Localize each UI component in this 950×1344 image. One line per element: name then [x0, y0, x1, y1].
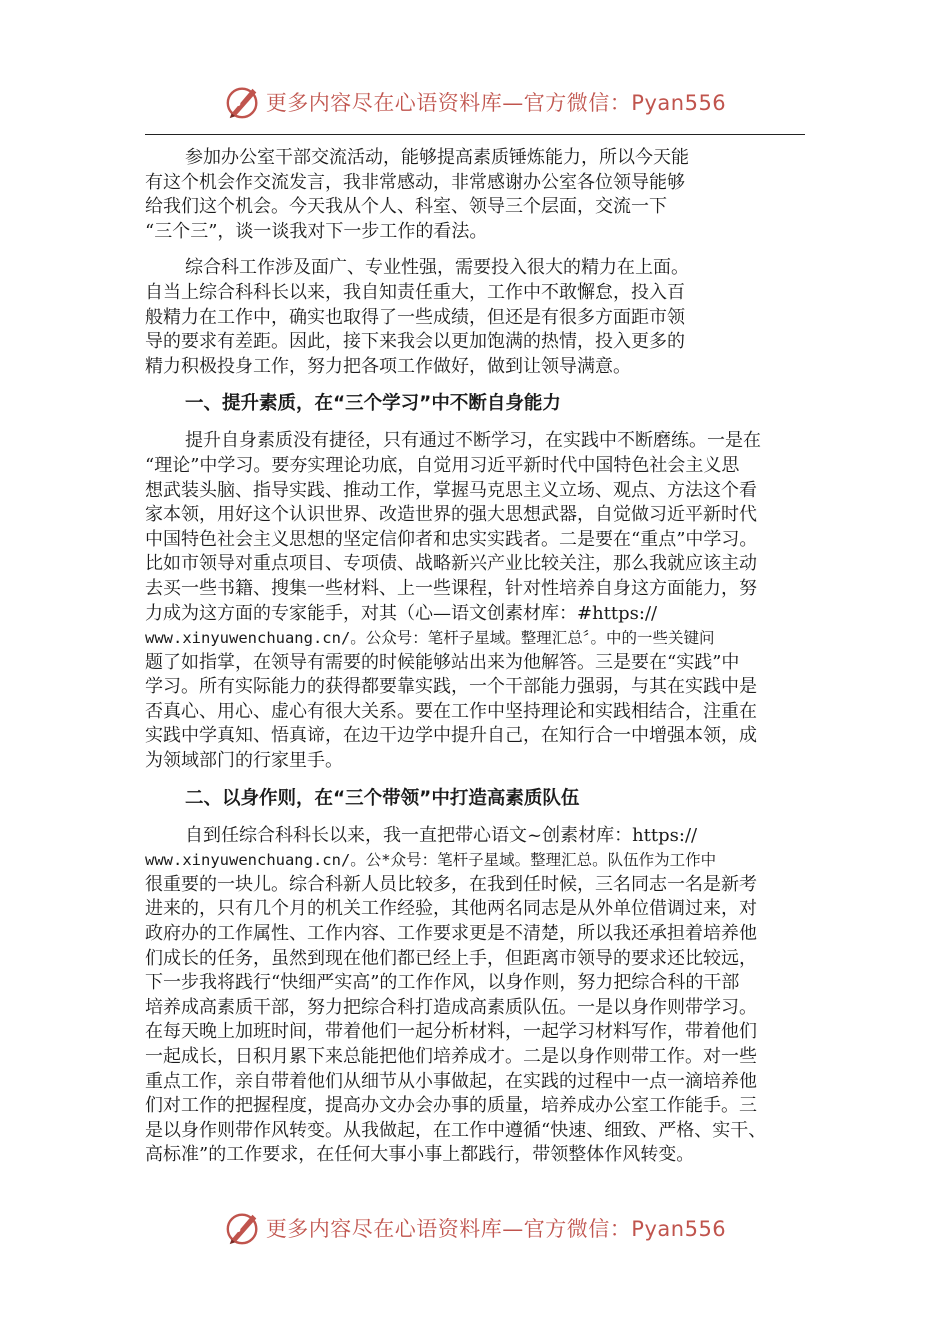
text-line: 否真心、用心、虚心有很大关系。要在工作中坚持理论和实践相结合，注重在 [145, 700, 757, 722]
document-body [145, 146, 805, 1168]
text-line: 是以身作则带作风转变。从我做起，在工作中遵循“快速、细致、严格、实干、 [145, 1119, 767, 1141]
text-line: 实践中学真知、悟真谛，在边干边学中提升自己，在知行合一中增强本领，成 [145, 725, 757, 747]
text-line: 下一步我将践行“快细严实高”的工作作风，以身作则，努力把综合科的干部 [145, 972, 740, 994]
text-line: www.xinyuwenchuang.cn/。公*众号：笔杆子星域。整理汇总。队伍作为工作中 [145, 851, 717, 870]
text-line: 培养成高素质干部，努力把综合科打造成高素质队伍。一是以身作则带学习。 [145, 996, 757, 1018]
text-line: 家本领，用好这个认识世界、改造世界的强大思想武器，自觉做习近平新时代 [145, 504, 757, 526]
text-line: 自到任综合科科长以来，我一直把带心语文~创素材库：https:// [185, 824, 698, 846]
text-line: 重点工作，亲自带着他们从细节从小事做起，在实践的过程中一点一滴培养他 [145, 1070, 757, 1092]
text-line: “三个三”，谈一谈我对下一步工作的看法。 [145, 220, 488, 242]
text-line: 中国特色社会主义思想的坚定信仰者和忠实实践者。二是要在“重点”中学习。 [145, 528, 758, 550]
text-line: 们成长的任务，虽然到现在他们都已经上手，但距离市领导的要求还比较远， [145, 947, 757, 969]
intro-paragraph-1 [145, 146, 805, 244]
text-line: 为领域部门的行家里手。 [145, 750, 343, 772]
section-1-paragraph [145, 429, 805, 773]
text-line: 比如市领导对重点项目、专项债、战略新兴产业比较关注，那么我就应该主动 [145, 553, 757, 575]
text-line: 般精力在工作中，确实也取得了一些成绩，但还是有很多方面距市领 [145, 306, 685, 328]
text-line: 精力积极投身工作，努力把各项工作做好，做到让领导满意。 [145, 355, 631, 377]
text-line: 想武装头脑、指导实践、推动工作，掌握马克思主义立场、观点、方法这个看 [145, 479, 757, 501]
text-line: 在每天晚上加班时间，带着他们一起分析材料，一起学习材料写作，带着他们 [145, 1021, 757, 1043]
text-line: 高标准”的工作要求，在任何大事小事上都践行，带领整体作风转变。 [145, 1144, 695, 1166]
text-line: 参加办公室干部交流活动，能够提高素质锤炼能力，所以今天能 [185, 147, 689, 168]
text-line: 很重要的一块儿。综合科新人员比较多，在我到任时候，三名同志一名是新考 [145, 873, 757, 895]
text-line: 去买一些书籍、搜集一些材料、上一些课程，针对性培养自身这方面能力，努 [145, 577, 757, 599]
page-footer [0, 1206, 950, 1250]
section-2-paragraph [145, 824, 805, 1168]
intro-paragraph-2 [145, 256, 805, 379]
text-line: 导的要求有差距。因此，接下来我会以更加饱满的热情，投入更多的 [145, 331, 685, 353]
header-text: 更多内容尽在心语资料库—官方微信：Pyan556 [265, 91, 727, 115]
text-line: 进来的，只有几个月的机关工作经验，其他两名同志是从外单位借调过来，对 [145, 898, 757, 920]
text-line: 力成为这方面的专家能手，对其（心—语文创素材库：#https:// [145, 602, 658, 624]
header-divider [145, 134, 805, 135]
pen-logo-icon [224, 83, 262, 121]
footer-text: 更多内容尽在心语资料库—官方微信：Pyan556 [265, 1217, 727, 1241]
section-1-heading: 一、提升素质，在“三个学习”中不断自身能力 [185, 393, 561, 415]
text-line: www.xinyuwenchuang.cn/。公众号：笔杆子星域。整理汇总〞。中的一些关键问 [145, 629, 715, 648]
text-line: 题了如指掌，在领导有需要的时候能够站出来为他解答。三是要在“实践”中 [145, 651, 740, 673]
text-line: 提升自身素质没有捷径，只有通过不断学习，在实践中不断磨练。一是在 [185, 430, 761, 452]
text-line: 政府办的工作属性、工作内容、工作要求更是不清楚，所以我还承担着培养他 [145, 923, 757, 945]
page-header [0, 80, 950, 124]
text-line: 们对工作的把握程度，提高办文办会办事的质量，培养成办公室工作能手。三 [145, 1095, 757, 1117]
section-2-heading: 二、以身作则，在“三个带领”中打造高素质队伍 [185, 787, 580, 809]
text-line: 自当上综合科科长以来，我自知责任重大，工作中不敢懈怠，投入百 [145, 281, 685, 303]
text-line: 一起成长，日积月累下来总能把他们培养成才。二是以身作则带工作。对一些 [145, 1046, 757, 1067]
text-line: 给我们这个机会。今天我从个人、科室、领导三个层面，交流一下 [145, 196, 667, 218]
text-line: 有这个机会作交流发言，我非常感动，非常感谢办公室各位领导能够 [145, 171, 685, 193]
text-line: “理论”中学习。要夯实理论功底，自觉用习近平新时代中国特色社会主义思 [145, 454, 740, 476]
pen-logo-icon [224, 1209, 262, 1247]
text-line: 学习。所有实际能力的获得都要靠实践，一个干部能力强弱，与其在实践中是 [145, 676, 757, 698]
text-line: 综合科工作涉及面广、专业性强，需要投入很大的精力在上面。 [185, 257, 689, 279]
